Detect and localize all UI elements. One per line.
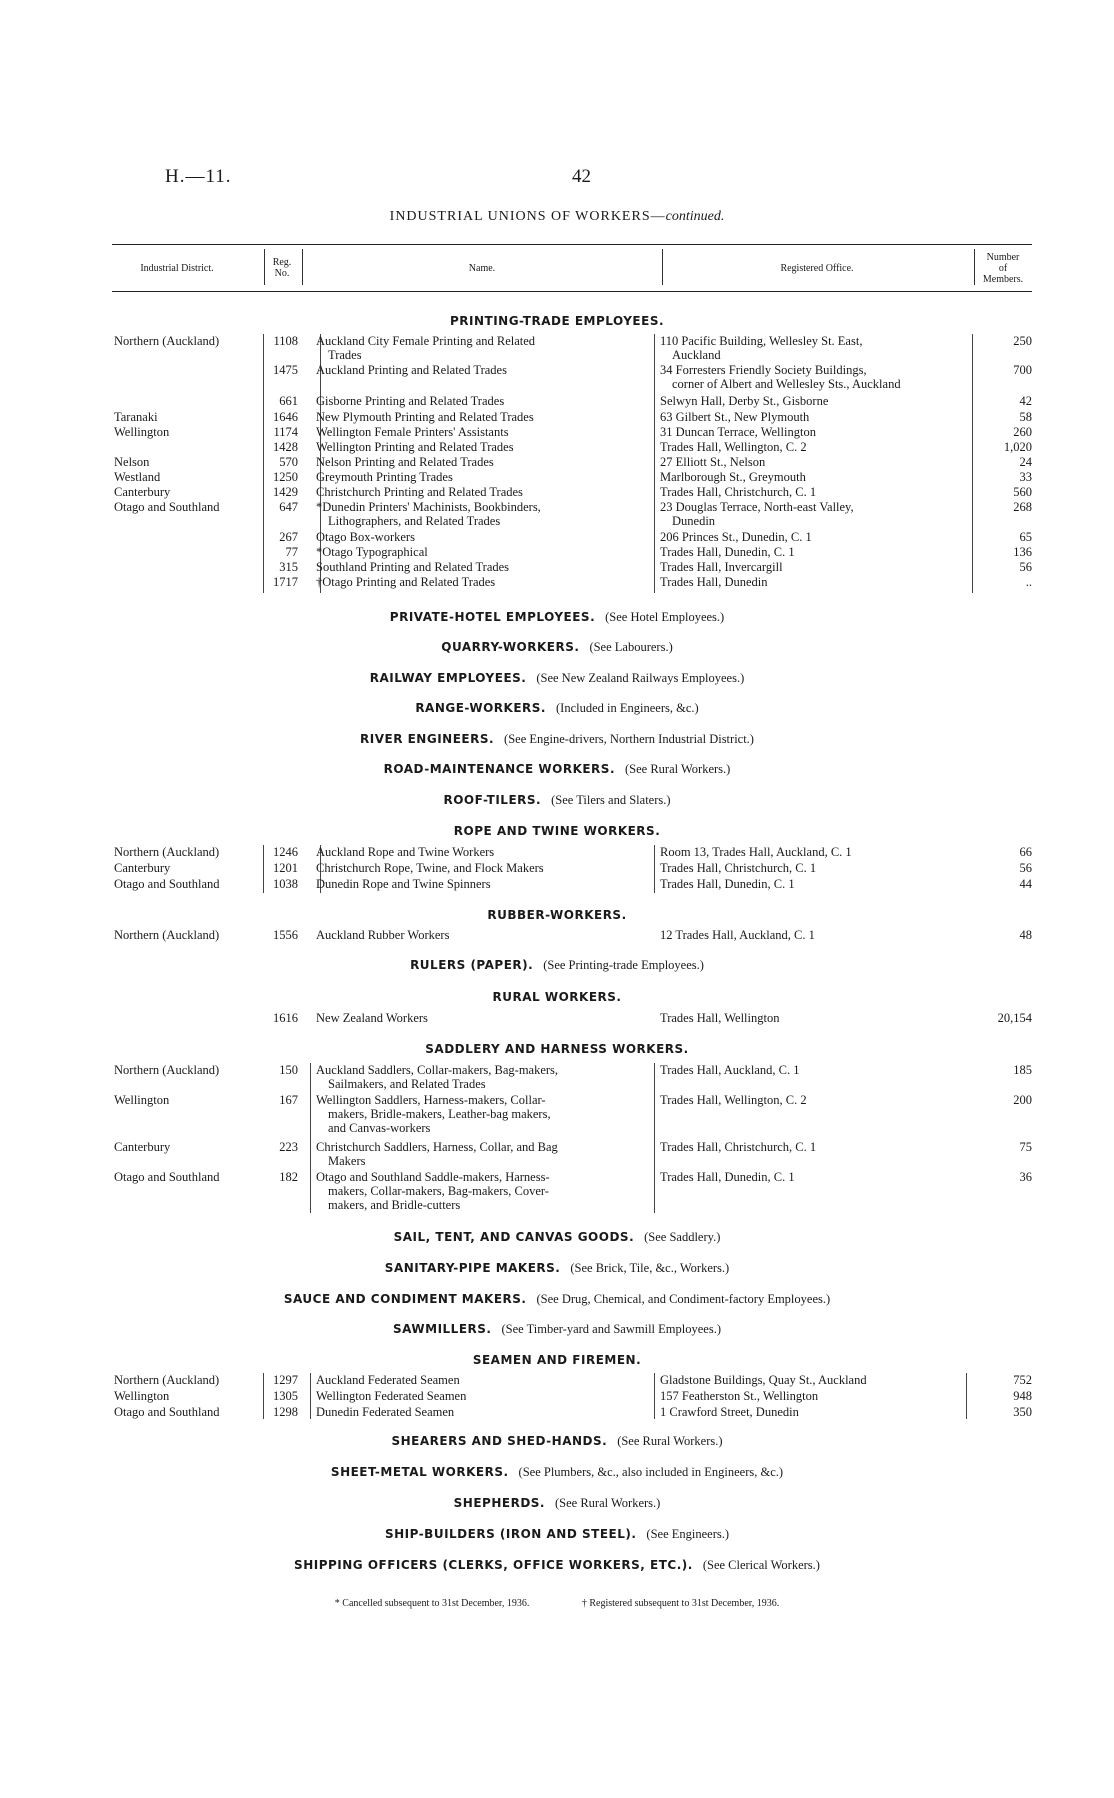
reg-no-cell	[258, 1170, 298, 1184]
table-row	[112, 485, 1032, 500]
members-cell	[970, 1170, 1032, 1184]
office-cell-line: 23 Douglas Terrace, North-east Valley,	[660, 500, 854, 514]
office-cell	[660, 530, 970, 544]
office-cell	[660, 455, 970, 469]
members-cell	[970, 1063, 1032, 1077]
office-cell	[660, 410, 970, 424]
office-cell	[660, 861, 970, 875]
section-shipping: SHIPPING OFFICERS (CLERKS, OFFICE WORKERS, ETC.). (See Clerical Workers.)	[294, 1558, 820, 1572]
reg-no-cell-line: 77	[285, 545, 298, 559]
district-cell	[114, 455, 258, 469]
table-row	[112, 575, 1032, 590]
members-cell	[970, 545, 1032, 559]
col-members-header: Number of Members.	[982, 251, 1024, 285]
union-name-cell-line: Nelson Printing and Related Trades	[316, 455, 494, 469]
members-cell	[970, 1373, 1032, 1387]
title-continued: continued.	[665, 209, 725, 224]
reg-no-cell-line: 570	[279, 455, 298, 469]
table-row	[112, 1373, 1032, 1389]
reg-no-cell	[258, 1011, 298, 1025]
col-reg-header: Reg. No.	[272, 257, 292, 279]
office-cell	[660, 470, 970, 484]
table-row	[112, 455, 1032, 470]
office-cell-line: Room 13, Trades Hall, Auckland, C. 1	[660, 845, 852, 859]
page-title	[0, 209, 1114, 225]
section-quarry: QUARRY-WORKERS. (See Labourers.)	[441, 640, 673, 654]
district-cell	[114, 425, 258, 439]
district-cell-line: Northern (Auckland)	[114, 1373, 220, 1387]
union-name-cell-line: Otago Box-workers	[316, 530, 415, 544]
table-row	[112, 545, 1032, 560]
table-row	[112, 1140, 1032, 1170]
reg-no-cell	[258, 425, 298, 439]
reg-no-cell	[258, 1063, 298, 1077]
table-row	[112, 530, 1032, 545]
members-cell-line: 65	[1019, 530, 1032, 544]
district-cell	[114, 1373, 258, 1387]
members-cell	[970, 1389, 1032, 1403]
reg-no-cell	[258, 1405, 298, 1419]
district-cell	[114, 877, 258, 891]
table-row	[112, 1011, 1032, 1027]
members-cell	[970, 455, 1032, 469]
table-row	[112, 394, 1032, 410]
district-cell-line: Westland	[114, 470, 161, 484]
union-name-cell-line: Gisborne Printing and Related Trades	[316, 394, 505, 408]
union-name-cell-line: Auckland City Female Printing and Related	[316, 334, 536, 348]
members-cell	[970, 530, 1032, 544]
office-cell	[660, 394, 970, 408]
footnote-registered: † Registered subsequent to 31st December, 1936.	[581, 1598, 780, 1609]
members-cell-line: 752	[1013, 1373, 1032, 1387]
members-cell-line: 948	[1013, 1389, 1032, 1403]
reg-no-cell-line: 1429	[273, 485, 298, 499]
members-cell-line: 700	[1013, 363, 1032, 377]
members-cell-line: 268	[1013, 500, 1032, 514]
office-cell	[660, 500, 970, 528]
members-cell	[970, 334, 1032, 348]
members-cell	[970, 485, 1032, 499]
members-cell	[970, 861, 1032, 875]
office-cell-line: Trades Hall, Auckland, C. 1	[660, 1063, 800, 1077]
office-cell	[660, 845, 970, 859]
page-number: 42	[572, 166, 591, 187]
section-heading-printing: PRINTING-TRADE EMPLOYEES.	[449, 314, 665, 328]
table-row	[112, 560, 1032, 575]
union-name-cell-line: Auckland Federated Seamen	[316, 1373, 460, 1387]
district-cell-line: Wellington	[114, 1389, 170, 1403]
office-cell	[660, 440, 970, 454]
district-cell	[114, 1093, 258, 1107]
rubber-table	[112, 928, 1032, 944]
office-cell-line: Trades Hall, Dunedin	[660, 575, 768, 589]
union-name-cell-line: Wellington Female Printers' Assistants	[316, 425, 509, 439]
reg-no-cell-line: 1646	[273, 410, 298, 424]
office-cell-line: 63 Gilbert St., New Plymouth	[660, 410, 810, 424]
members-cell	[970, 394, 1032, 408]
members-cell	[970, 560, 1032, 574]
office-cell-line: Selwyn Hall, Derby St., Gisborne	[660, 394, 829, 408]
office-cell	[660, 575, 970, 589]
union-name-cell-line: *Dunedin Printers' Machinists, Bookbinders,	[316, 500, 541, 514]
reg-no-cell-line: 315	[279, 560, 298, 574]
office-cell	[660, 1405, 970, 1419]
reg-no-cell	[258, 470, 298, 484]
district-cell-line: Wellington	[114, 425, 170, 439]
office-cell-line: Auckland	[672, 348, 721, 362]
office-cell-line: Trades Hall, Invercargill	[660, 560, 783, 574]
reg-no-cell-line: 1556	[273, 928, 298, 942]
members-cell-line: 260	[1013, 425, 1032, 439]
rural-table	[112, 1011, 1032, 1027]
union-name-cell-line: Auckland Saddlers, Collar-makers, Bag-makers,	[316, 1063, 559, 1077]
district-cell-line: Wellington	[114, 1093, 170, 1107]
union-name-cell-line: Southland Printing and Related Trades	[316, 560, 510, 574]
table-row	[112, 334, 1032, 363]
members-cell-line: 66	[1019, 845, 1032, 859]
reg-no-cell	[258, 877, 298, 891]
members-cell-line: 58	[1019, 410, 1032, 424]
section-heading-seamen: SEAMEN AND FIREMEN.	[472, 1353, 642, 1367]
office-cell-line: Trades Hall, Wellington	[660, 1011, 780, 1025]
reg-no-cell-line: 661	[279, 394, 298, 408]
section-rulers: RULERS (PAPER). (See Printing-trade Employees.)	[410, 958, 704, 972]
members-cell	[970, 928, 1032, 942]
table-row	[112, 410, 1032, 425]
office-cell	[660, 545, 970, 559]
section-sheet-metal: SHEET-METAL WORKERS. (See Plumbers, &c., also included in Engineers, &c.)	[330, 1465, 784, 1479]
district-cell-line: Canterbury	[114, 485, 171, 499]
members-cell	[970, 470, 1032, 484]
office-cell-line: 110 Pacific Building, Wellesley St. East,	[660, 334, 863, 348]
office-cell-line: 27 Elliott St., Nelson	[660, 455, 766, 469]
members-cell-line: 200	[1013, 1093, 1032, 1107]
office-cell-line: Trades Hall, Christchurch, C. 1	[660, 861, 817, 875]
document-reference: H.—11.	[165, 166, 232, 187]
union-name-cell-line: Sailmakers, and Related Trades	[328, 1077, 486, 1091]
table-row	[112, 363, 1032, 394]
district-cell	[114, 470, 258, 484]
reg-no-cell	[258, 845, 298, 859]
union-name-cell-line: Auckland Rope and Twine Workers	[316, 845, 495, 859]
union-name-cell-line: Christchurch Rope, Twine, and Flock Makers	[316, 861, 544, 875]
office-cell-line: corner of Albert and Wellesley Sts., Auckland	[672, 377, 901, 391]
union-name-cell-line: Christchurch Printing and Related Trades	[316, 485, 523, 499]
section-river: RIVER ENGINEERS. (See Engine-drivers, Northern Industrial District.)	[360, 732, 754, 746]
members-cell-line: 350	[1013, 1405, 1032, 1419]
reg-no-cell	[258, 394, 298, 408]
union-name-cell-line: Christchurch Saddlers, Harness, Collar, and Bag	[316, 1140, 558, 1154]
union-name-cell-line: and Canvas-workers	[328, 1121, 431, 1135]
office-cell-line: Trades Hall, Dunedin, C. 1	[660, 1170, 795, 1184]
members-cell-line: 42	[1019, 394, 1032, 408]
reg-no-cell-line: 1717	[273, 575, 298, 589]
members-cell-line: 560	[1013, 485, 1032, 499]
reg-no-cell-line: 1246	[273, 845, 298, 859]
union-name-cell-line: Wellington Printing and Related Trades	[316, 440, 514, 454]
reg-no-cell	[258, 1373, 298, 1387]
district-cell-line: Otago and Southland	[114, 877, 220, 891]
members-cell-line: 1,020	[1003, 440, 1032, 454]
section-ship-builders: SHIP-BUILDERS (IRON AND STEEL). (See Engineers.)	[384, 1527, 730, 1541]
reg-no-cell	[258, 440, 298, 454]
reg-no-cell	[258, 410, 298, 424]
reg-no-cell	[258, 861, 298, 875]
reg-no-cell	[258, 928, 298, 942]
union-name-cell-line: Dunedin Rope and Twine Spinners	[316, 877, 491, 891]
union-name-cell-line: Greymouth Printing Trades	[316, 470, 453, 484]
members-cell	[970, 1093, 1032, 1107]
office-cell	[660, 1063, 970, 1077]
title-main: INDUSTRIAL UNIONS OF WORKERS—	[389, 209, 666, 224]
table-row	[112, 440, 1032, 455]
members-cell	[970, 500, 1032, 514]
office-cell-line: Trades Hall, Wellington, C. 2	[660, 1093, 807, 1107]
district-cell-line: Northern (Auckland)	[114, 1063, 220, 1077]
union-name-cell-line: Auckland Rubber Workers	[316, 928, 450, 942]
reg-no-cell	[258, 1093, 298, 1107]
members-cell	[970, 877, 1032, 891]
district-cell	[114, 1405, 258, 1419]
members-cell	[970, 425, 1032, 439]
office-cell-line: Trades Hall, Christchurch, C. 1	[660, 1140, 817, 1154]
members-cell-line: 24	[1019, 455, 1032, 469]
section-heading-rubber: RUBBER-WORKERS.	[487, 908, 627, 922]
office-cell	[660, 1093, 970, 1107]
reg-no-cell-line: 1174	[273, 425, 298, 439]
reg-no-cell	[258, 560, 298, 574]
reg-no-cell-line: 1250	[273, 470, 298, 484]
reg-no-cell	[258, 575, 298, 589]
table-row	[112, 1093, 1032, 1140]
union-name-cell-line: New Zealand Workers	[316, 1011, 428, 1025]
office-cell	[660, 1373, 970, 1387]
printing-table	[112, 334, 1032, 590]
office-cell	[660, 363, 970, 391]
section-heading-rope: ROPE AND TWINE WORKERS.	[453, 824, 661, 838]
office-cell	[660, 1011, 970, 1025]
members-cell-line: ..	[1025, 575, 1032, 589]
district-cell	[114, 410, 258, 424]
district-cell-line: Otago and Southland	[114, 1405, 220, 1419]
section-sail: SAIL, TENT, AND CANVAS GOODS. (See Saddlery.)	[393, 1230, 721, 1244]
district-cell	[114, 1170, 258, 1184]
office-cell	[660, 334, 970, 362]
table-row	[112, 877, 1032, 893]
union-name-cell-line: Auckland Printing and Related Trades	[316, 363, 507, 377]
saddlery-table	[112, 1063, 1032, 1214]
section-road: ROAD-MAINTENANCE WORKERS. (See Rural Workers.)	[383, 762, 731, 776]
district-cell	[114, 928, 258, 942]
district-cell	[114, 861, 258, 875]
reg-no-cell	[258, 363, 298, 377]
col-district-header: Industrial District.	[140, 262, 214, 274]
members-cell	[970, 575, 1032, 589]
union-name-cell-line: Dunedin Federated Seamen	[316, 1405, 455, 1419]
reg-no-cell-line: 1297	[273, 1373, 298, 1387]
reg-no-cell-line: 223	[279, 1140, 298, 1154]
office-cell-line: Trades Hall, Dunedin, C. 1	[660, 545, 795, 559]
table-row	[112, 500, 1032, 530]
reg-no-cell	[258, 455, 298, 469]
district-cell-line: Canterbury	[114, 861, 171, 875]
section-roof: ROOF-TILERS. (See Tilers and Slaters.)	[443, 793, 671, 807]
footnotes	[0, 1598, 1114, 1609]
district-cell	[114, 334, 258, 348]
reg-no-cell-line: 1298	[273, 1405, 298, 1419]
section-railway: RAILWAY EMPLOYEES. (See New Zealand Railways Employees.)	[369, 671, 745, 685]
reg-no-cell-line: 150	[279, 1063, 298, 1077]
footnote-cancelled: * Cancelled subsequent to 31st December, 1936.	[334, 1598, 530, 1609]
table-row	[112, 470, 1032, 485]
members-cell	[970, 440, 1032, 454]
district-cell	[114, 1389, 258, 1403]
office-cell-line: Trades Hall, Wellington, C. 2	[660, 440, 807, 454]
reg-no-cell	[258, 545, 298, 559]
office-cell-line: 157 Featherston St., Wellington	[660, 1389, 819, 1403]
members-cell-line: 48	[1019, 928, 1032, 942]
union-name-cell-line: makers, and Bridle-cutters	[328, 1198, 461, 1212]
district-cell-line: Otago and Southland	[114, 500, 220, 514]
office-cell-line: 12 Trades Hall, Auckland, C. 1	[660, 928, 815, 942]
table-row	[112, 928, 1032, 944]
table-header	[112, 244, 1032, 292]
office-cell-line: 34 Forresters Friendly Society Buildings,	[660, 363, 867, 377]
reg-no-cell-line: 647	[279, 500, 298, 514]
district-cell-line: Canterbury	[114, 1140, 171, 1154]
section-range: RANGE-WORKERS. (Included in Engineers, &c.)	[415, 701, 699, 715]
union-name-cell-line: Makers	[328, 1154, 366, 1168]
district-cell	[114, 845, 258, 859]
members-cell-line: 56	[1019, 560, 1032, 574]
office-cell-line: Trades Hall, Dunedin, C. 1	[660, 877, 795, 891]
members-cell-line: 36	[1019, 1170, 1032, 1184]
union-name-cell-line: Wellington Federated Seamen	[316, 1389, 467, 1403]
reg-no-cell	[258, 1140, 298, 1154]
members-cell	[970, 1140, 1032, 1154]
union-name-cell-line: New Plymouth Printing and Related Trades	[316, 410, 534, 424]
col-name-header: Name.	[468, 262, 496, 274]
table-row	[112, 861, 1032, 877]
members-cell	[970, 410, 1032, 424]
members-cell	[970, 1011, 1032, 1025]
reg-no-cell-line: 167	[279, 1093, 298, 1107]
table-row	[112, 425, 1032, 440]
members-cell	[970, 363, 1032, 377]
reg-no-cell-line: 1475	[273, 363, 298, 377]
office-cell-line: Marlborough St., Greymouth	[660, 470, 806, 484]
reg-no-cell-line: 1201	[273, 861, 298, 875]
reg-no-cell-line: 1428	[273, 440, 298, 454]
office-cell	[660, 928, 970, 942]
seamen-table	[112, 1373, 1032, 1421]
members-cell-line: 250	[1013, 334, 1032, 348]
district-cell	[114, 485, 258, 499]
section-private-hotel: PRIVATE-HOTEL EMPLOYEES. (See Hotel Employees.)	[389, 610, 725, 624]
union-name-cell-line: Otago and Southland Saddle-makers, Harness-	[316, 1170, 550, 1184]
col-office-header: Registered Office.	[780, 262, 854, 274]
office-cell-line: Trades Hall, Christchurch, C. 1	[660, 485, 817, 499]
rope-table	[112, 845, 1032, 893]
members-cell-line: 185	[1013, 1063, 1032, 1077]
reg-no-cell-line: 267	[279, 530, 298, 544]
section-heading-rural: RURAL WORKERS.	[492, 990, 622, 1004]
table-row	[112, 1170, 1032, 1214]
section-shearers: SHEARERS AND SHED-HANDS. (See Rural Workers.)	[391, 1434, 723, 1448]
district-cell-line: Northern (Auckland)	[114, 928, 220, 942]
office-cell	[660, 1389, 970, 1403]
reg-no-cell-line: 1038	[273, 877, 298, 891]
reg-no-cell	[258, 485, 298, 499]
union-name-cell-line: †Otago Printing and Related Trades	[316, 575, 496, 589]
office-cell	[660, 1140, 970, 1154]
members-cell-line: 44	[1019, 877, 1032, 891]
section-heading-saddlery: SADDLERY AND HARNESS WORKERS.	[425, 1042, 689, 1056]
union-name-cell-line: Wellington Saddlers, Harness-makers, Collar-	[316, 1093, 546, 1107]
office-cell	[660, 560, 970, 574]
district-cell-line: Taranaki	[114, 410, 158, 424]
reg-no-cell	[258, 1389, 298, 1403]
reg-no-cell	[258, 334, 298, 348]
district-cell-line: Northern (Auckland)	[114, 334, 220, 348]
district-cell	[114, 1140, 258, 1154]
union-name-cell-line: makers, Collar-makers, Bag-makers, Cover-	[328, 1184, 549, 1198]
district-cell	[114, 1063, 258, 1077]
office-cell-line: 206 Princes St., Dunedin, C. 1	[660, 530, 812, 544]
office-cell-line: Dunedin	[672, 514, 716, 528]
office-cell	[660, 425, 970, 439]
section-sauce: SAUCE AND CONDIMENT MAKERS. (See Drug, Chemical, and Condiment-factory Employees.)	[283, 1292, 831, 1306]
table-row	[112, 1389, 1032, 1405]
table-row	[112, 1405, 1032, 1421]
district-cell	[114, 500, 258, 514]
members-cell-line: 75	[1019, 1140, 1032, 1154]
office-cell	[660, 1170, 970, 1184]
union-name-cell-line: *Otago Typographical	[316, 545, 428, 559]
reg-no-cell	[258, 500, 298, 514]
office-cell	[660, 877, 970, 891]
members-cell-line: 136	[1013, 545, 1032, 559]
union-name-cell-line: Trades	[328, 348, 362, 362]
district-cell-line: Nelson	[114, 455, 150, 469]
office-cell-line: 1 Crawford Street, Dunedin	[660, 1405, 799, 1419]
members-cell-line: 56	[1019, 861, 1032, 875]
members-cell	[970, 1405, 1032, 1419]
reg-no-cell-line: 182	[279, 1170, 298, 1184]
table-row	[112, 1063, 1032, 1093]
section-sawmillers: SAWMILLERS. (See Timber-yard and Sawmill Employees.)	[393, 1322, 721, 1336]
section-sanitary: SANITARY-PIPE MAKERS. (See Brick, Tile, &c., Workers.)	[384, 1261, 730, 1275]
reg-no-cell-line: 1616	[273, 1011, 298, 1025]
union-name-cell-line: Lithographers, and Related Trades	[328, 514, 501, 528]
members-cell-line: 33	[1019, 470, 1032, 484]
office-cell-line: 31 Duncan Terrace, Wellington	[660, 425, 816, 439]
members-cell	[970, 845, 1032, 859]
office-cell	[660, 485, 970, 499]
table-row	[112, 845, 1032, 861]
reg-no-cell	[258, 530, 298, 544]
reg-no-cell-line: 1305	[273, 1389, 298, 1403]
district-cell-line: Northern (Auckland)	[114, 845, 220, 859]
district-cell-line: Otago and Southland	[114, 1170, 220, 1184]
union-name-cell-line: makers, Bridle-makers, Leather-bag makers,	[328, 1107, 551, 1121]
section-shepherds: SHEPHERDS. (See Rural Workers.)	[453, 1496, 661, 1510]
reg-no-cell-line: 1108	[273, 334, 298, 348]
members-cell-line: 20,154	[997, 1011, 1032, 1025]
office-cell-line: Gladstone Buildings, Quay St., Auckland	[660, 1373, 867, 1387]
